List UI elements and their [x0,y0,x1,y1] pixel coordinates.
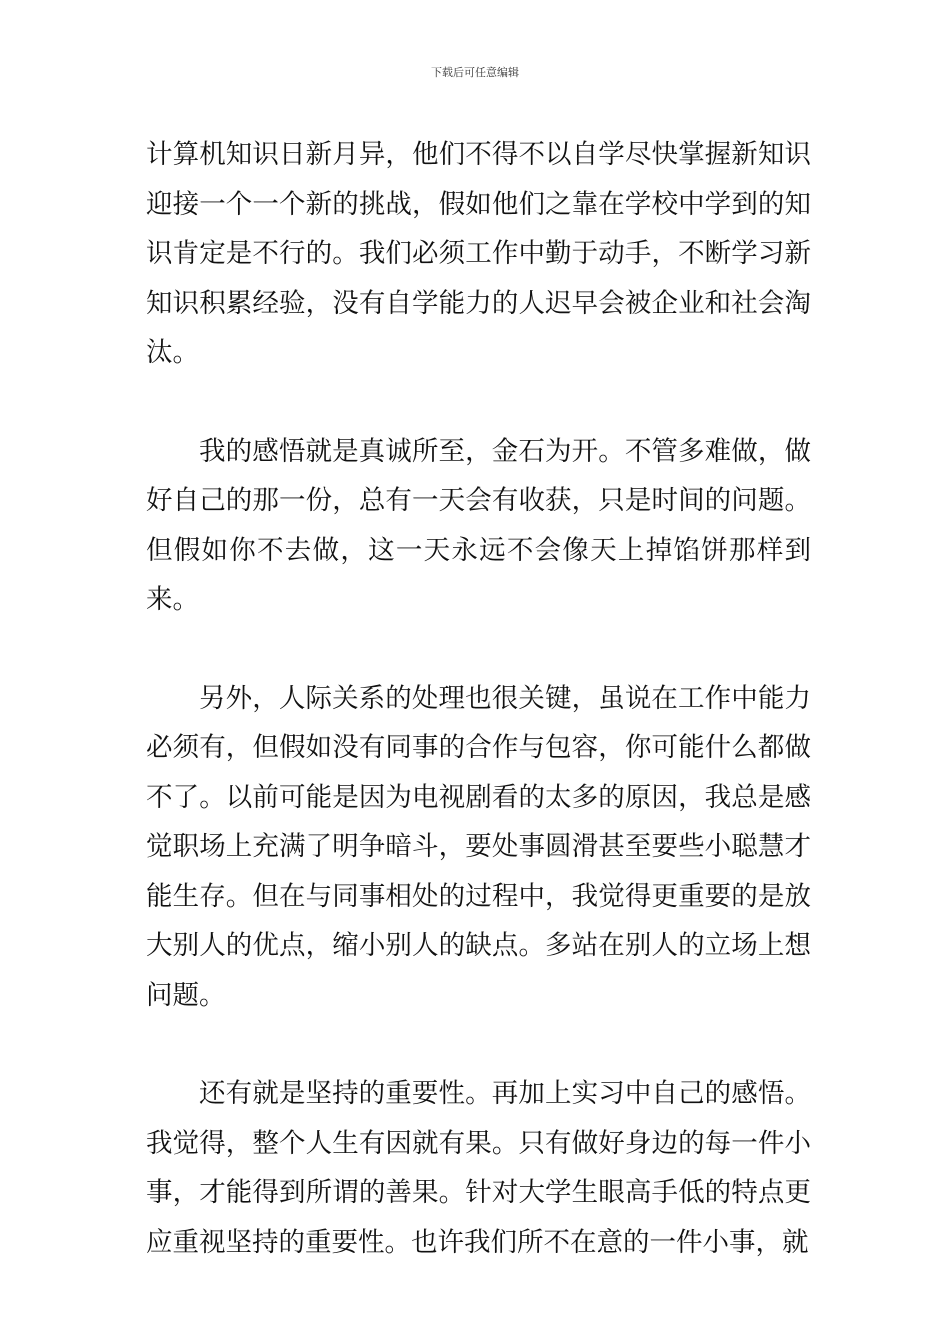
paragraph-4: 还有就是坚持的重要性。再加上实习中自己的感悟。我觉得，整个人生有因就有果。只有做好身边的每一件小事，才能得到所谓的善果。针对大学生眼高手低的特点更应重视坚持的重要性。也许我们所不在意的一件小事，就 [146,1078,811,1258]
paragraph-1: 计算机知识日新月异，他们不得不以自学尽快掌握新知识迎接一个一个新的挑战，假如他们之靠在学校中学到的知识肯定是不行的。我们必须工作中勤于动手，不断学习新知识积累经验，没有自学能力的人迟早会被企业和社会淘汰。 [146,139,811,368]
header-note: 下载后可任意编辑 [431,66,519,79]
paragraph-2: 我的感悟就是真诚所至，金石为开。不管多难做，做好自己的那一份，总有一天会有收获，只是时间的问题。但假如你不去做，这一天永远不会像天上掉馅饼那样到来。 [146,435,811,615]
document-body [146,130,811,1316]
paragraph-3: 另外，人际关系的处理也很关键，虽说在工作中能力必须有，但假如没有同事的合作与包容，你可能什么都做不了。以前可能是因为电视剧看的太多的原因，我总是感觉职场上充满了明争暗斗，要处事圆滑甚至要些小聪慧才能生存。但在与同事相处的过程中，我觉得更重要的是放大别人的优点，缩小别人的缺点。多站在别人的立场上想问题。 [146,682,811,1011]
